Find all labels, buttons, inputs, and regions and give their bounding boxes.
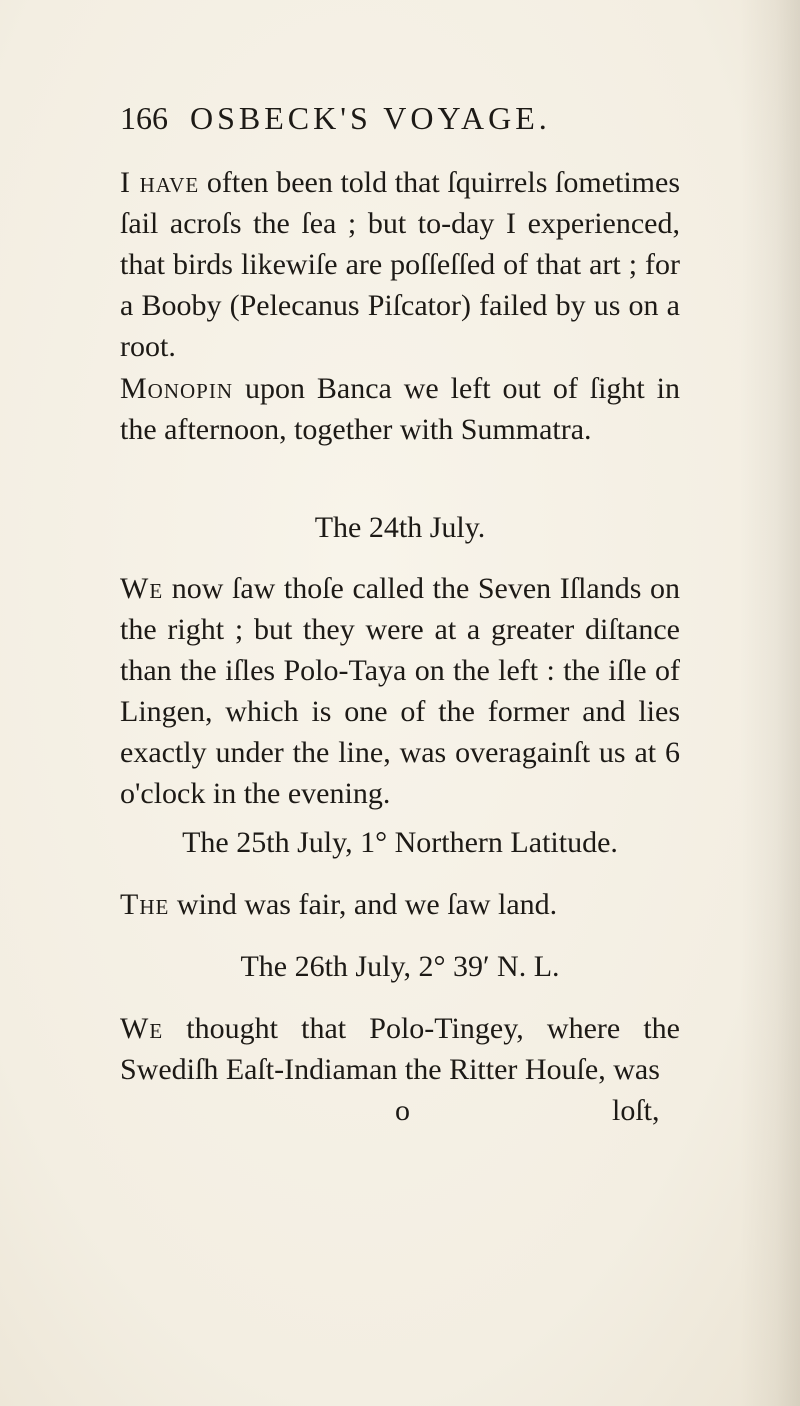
paragraph-text: now ſaw thoſe called the Seven Iſlands on the right ; but they were at a greater diſtance than the iſles Polo-Taya on the left : the iſle of Lingen, which is one of the former and lies exactly under the line, was overagainſt us at 6 o'clock in the evening. xyxy=(120,572,680,810)
running-header xyxy=(120,100,680,137)
paragraph-polo-tingey xyxy=(120,1008,680,1090)
paragraph-lead: The xyxy=(120,888,170,921)
paragraph-monopin xyxy=(120,368,680,450)
paragraph-wind xyxy=(120,884,680,925)
page-edge-shadow xyxy=(740,0,800,1406)
date-heading-26th: The 26th July, 2° 39′ N. L. xyxy=(240,950,560,983)
page-number: 166 xyxy=(120,100,168,136)
paragraph-lead: We xyxy=(120,572,164,605)
paragraph-text: wind was fair, and we ſaw land. xyxy=(169,888,558,921)
paragraph-squirrels xyxy=(120,162,680,367)
date-heading-24th: The 24th July. xyxy=(314,511,486,544)
catchword: loſt, xyxy=(612,1094,660,1127)
paragraph-text: upon Banca we left out of ſight in the afternoon, together with Summatra. xyxy=(120,372,680,446)
paragraph-seven-islands xyxy=(120,568,680,814)
paragraph-lead: Monopin xyxy=(120,372,234,405)
paragraph-lead: I have xyxy=(120,166,200,199)
paragraph-text: thought that Polo-Tingey, where the Swediſh Eaſt-Indiaman the Ritter Houſe, was xyxy=(120,1012,680,1086)
paragraph-text: often been told that ſquirrels ſometimes ſail acroſs the ſea ; but to-day I experienced, that birds likewiſe are poſſeſſed of that art ; for a Booby (Pelecanus Piſcator) failed by us on a root. xyxy=(120,166,681,363)
signature-mark: o xyxy=(395,1094,410,1127)
paragraph-lead: We xyxy=(120,1012,164,1045)
running-title: OSBECK'S VOYAGE. xyxy=(190,100,551,136)
date-heading-25th: The 25th July, 1° Northern Latitude. xyxy=(182,826,618,859)
